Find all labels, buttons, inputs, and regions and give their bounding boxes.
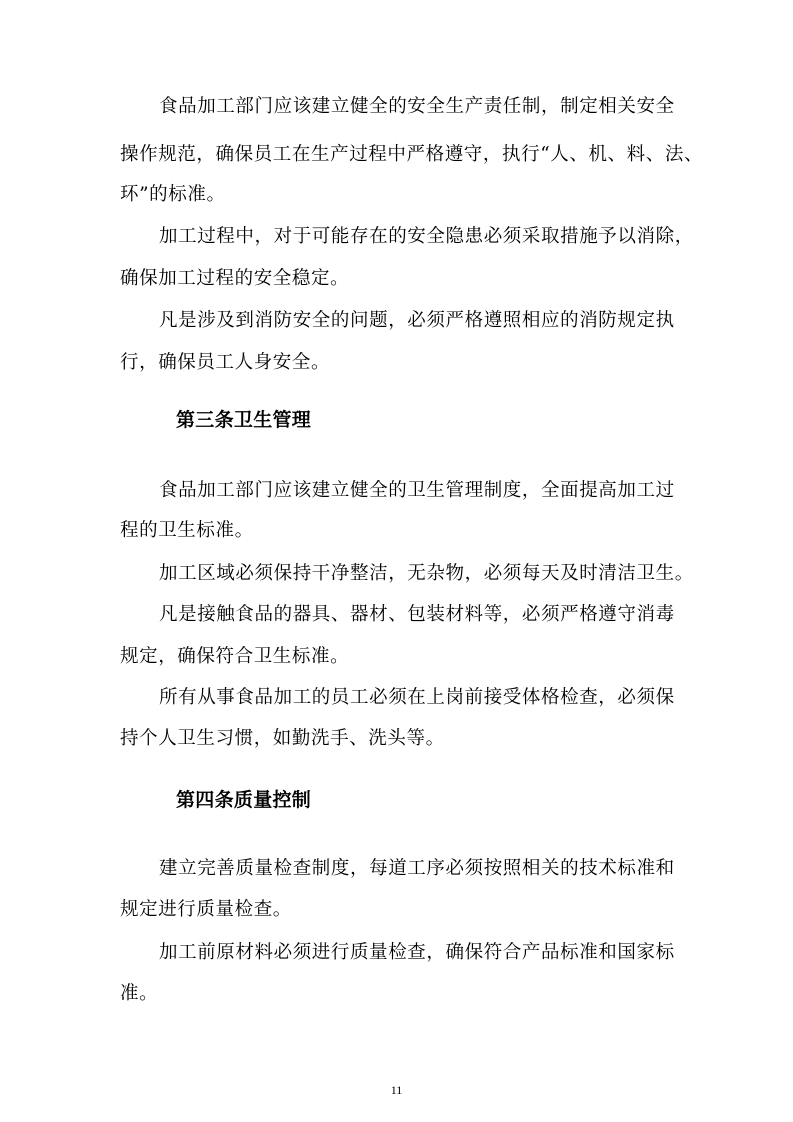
paragraph-line: 建立完善质量检查制度，每道工序必须按照相关的技术标准和 bbox=[159, 858, 675, 879]
paragraph-line: 准。 bbox=[120, 983, 159, 1004]
paragraph-line: 操作规范，确保员工在生产过程中严格遵守，执行“人、机、料、法、 bbox=[120, 144, 704, 165]
paragraph-line: 凡是涉及到消防安全的问题，必须严格遵照相应的消防规定执 bbox=[159, 310, 675, 331]
paragraph-line: 行，确保员工人身安全。 bbox=[120, 352, 331, 373]
paragraph-line: 所有从事食品加工的员工必须在上岗前接受体格检查，必须保 bbox=[159, 687, 675, 708]
section-heading: 第四条质量控制 bbox=[176, 789, 312, 811]
paragraph-line: 规定进行质量检查。 bbox=[120, 899, 292, 920]
paragraph-line: 加工前原材料必须进行质量检查，确保符合产品标准和国家标 bbox=[159, 942, 675, 963]
paragraph-line: 程的卫生标准。 bbox=[120, 520, 254, 541]
paragraph-line: 食品加工部门应该建立健全的卫生管理制度，全面提高加工过 bbox=[159, 480, 675, 501]
paragraph-line: 持个人卫生习惯，如勤洗手、洗头等。 bbox=[120, 728, 445, 749]
section-heading: 第三条卫生管理 bbox=[176, 409, 312, 431]
paragraph-line: 环”的标准。 bbox=[120, 184, 226, 205]
paragraph-line: 加工过程中，对于可能存在的安全隐患必须采取措施予以消除， bbox=[159, 226, 694, 247]
paragraph-line: 确保加工过程的安全稳定。 bbox=[120, 268, 350, 289]
page-number: 11 bbox=[390, 1083, 403, 1097]
paragraph-line: 食品加工部门应该建立健全的安全生产责任制，制定相关安全 bbox=[159, 96, 675, 117]
paragraph-line: 凡是接触食品的器具、器材、包装材料等，必须严格遵守消毒 bbox=[159, 604, 675, 625]
paragraph-line: 加工区域必须保持干净整洁，无杂物，必须每天及时清洁卫生。 bbox=[159, 563, 694, 584]
paragraph-line: 规定，确保符合卫生标准。 bbox=[120, 646, 350, 667]
